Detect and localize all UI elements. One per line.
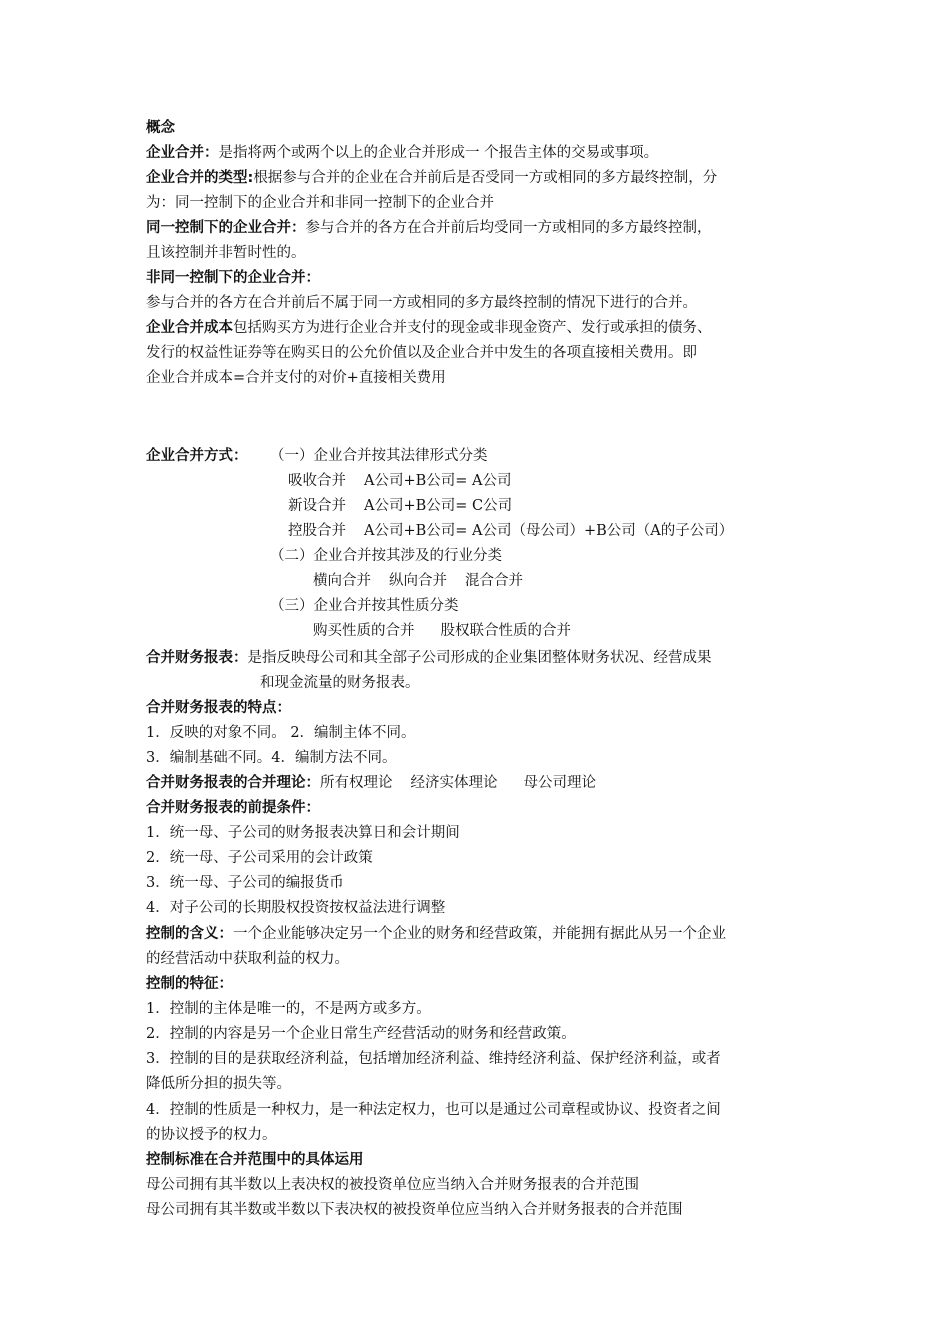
consolidated-text-2: 和现金流量的财务报表。 (260, 675, 420, 691)
industry-vertical: 纵向合并 (389, 573, 447, 589)
industry-horizontal: 横向合并 (313, 573, 371, 589)
types-text-2: 为：同一控制下的企业合并和非同一控制下的企业合并 (146, 195, 494, 211)
same-text-2: 且该控制并非暂时性的。 (146, 245, 306, 261)
premise-item: 1．统一母、子公司的财务报表决算日和会计期间 (146, 825, 460, 841)
nonsame-text: 参与合并的各方在合并前后不属于同一方或相同的多方最终控制的情况下进行的合并。 (146, 295, 697, 311)
para-merger-types (146, 168, 717, 188)
premise-item: 3．统一母、子公司的编报货币 (146, 875, 344, 891)
para-control-meaning (146, 924, 726, 944)
meaning-text-1: 一个企业能够决定另一个企业的财务和经营政策，并能拥有据此从另一个企业 (233, 926, 726, 942)
method-control (288, 521, 733, 541)
methods-nature-heading: （三）企业合并按其性质分类 (270, 598, 459, 614)
control-standard-1: 母公司拥有其半数以上表决权的被投资单位应当纳入合并财务报表的合并范围 (146, 1177, 639, 1193)
absorb-formula: A公司+B公司= A公司 (364, 473, 512, 489)
control-feature-line: 降低所分担的损失等。 (146, 1076, 291, 1092)
method-absorb (288, 471, 512, 491)
theory-2: 经济实体理论 (410, 775, 498, 791)
absorb-name: 吸收合并 (288, 473, 346, 489)
term-premise: 合并财务报表的前提条件： (146, 800, 320, 816)
cost-formula: 企业合并成本=合并支付的对价+直接相关费用 (146, 370, 446, 386)
para-consolidation-theory (146, 773, 596, 793)
industry-mixed: 混合合并 (465, 573, 523, 589)
nature-types (313, 621, 571, 641)
control-feature-line: 3．控制的目的是获取经济利益，包括增加经济利益、维持经济利益、保护经济利益，或者 (146, 1051, 721, 1067)
theory-1: 所有权理论 (320, 775, 393, 791)
theory-3: 母公司理论 (523, 775, 596, 791)
term-consolidated-features: 合并财务报表的特点： (146, 700, 291, 716)
term-merger-types: 企业合并的类型: (146, 170, 254, 186)
control-standard-2: 母公司拥有其半数或半数以下表决权的被投资单位应当纳入合并财务报表的合并范围 (146, 1202, 683, 1218)
methods-industry-heading: （二）企业合并按其涉及的行业分类 (270, 548, 502, 564)
cost-text-1: 包括购买方为进行企业合并支付的现金或非现金资产、发行或承担的债务、 (233, 320, 712, 336)
premise-item: 2．统一母、子公司采用的会计政策 (146, 850, 373, 866)
method-new (288, 496, 512, 516)
same-text-1: 参与合并的各方在合并前后均受同一方或相同的多方最终控制， (305, 220, 712, 236)
para-same-control (146, 218, 712, 238)
control-feature-line: 2．控制的内容是另一个企业日常生产经营活动的财务和经营政策。 (146, 1026, 576, 1042)
para-merger-definition (146, 143, 658, 163)
para-merger-cost (146, 318, 712, 338)
meaning-text-2: 的经营活动中获取利益的权力。 (146, 951, 349, 967)
heading-concept: 概念 (146, 120, 175, 136)
para-consolidated (146, 648, 712, 668)
term-merger-cost: 企业合并成本 (146, 320, 233, 336)
term-control-standard: 控制标准在合并范围中的具体运用 (146, 1152, 364, 1168)
consolidated-features-1: 1．反映的对象不同。 2．编制主体不同。 (146, 725, 416, 741)
nature-pooling: 股权联合性质的合并 (440, 623, 571, 639)
consolidated-features-2: 3．编制基础不同。4．编制方法不同。 (146, 750, 397, 766)
methods-legal-heading: （一）企业合并按其法律形式分类 (270, 448, 488, 464)
consolidated-text-1: 是指反映母公司和其全部子公司形成的企业集团整体财务状况、经营成果 (247, 650, 712, 666)
merger-text: 是指将两个或两个以上的企业合并形成一 个报告主体的交易或事项。 (218, 145, 659, 161)
types-text-1: 根据参与合并的企业在合并前后是否受同一方或相同的多方最终控制，分 (253, 170, 718, 186)
premise-item: 4．对子公司的长期股权投资按权益法进行调整 (146, 900, 446, 916)
control-name: 控股合并 (288, 523, 346, 539)
term-merger-methods: 企业合并方式： (146, 448, 248, 464)
cost-text-2: 发行的权益性证券等在购买日的公允价值以及企业合并中发生的各项直接相关费用。即 (146, 345, 697, 361)
industry-types (313, 571, 523, 591)
term-consolidated: 合并财务报表： (146, 650, 248, 666)
term-merger: 企业合并： (146, 145, 219, 161)
new-name: 新设合并 (288, 498, 346, 514)
term-consolidation-theory: 合并财务报表的合并理论： (146, 775, 320, 791)
control-feature-line: 的协议授予的权力。 (146, 1127, 277, 1143)
new-formula: A公司+B公司= C公司 (364, 498, 513, 514)
term-non-same-control: 非同一控制下的企业合并： (146, 270, 320, 286)
term-control-features: 控制的特征： (146, 976, 233, 992)
term-same-control: 同一控制下的企业合并： (146, 220, 306, 236)
control-feature-line: 1．控制的主体是唯一的，不是两方或多方。 (146, 1001, 431, 1017)
control-feature-line: 4．控制的性质是一种权力，是一种法定权力，也可以是通过公司章程或协议、投资者之间 (146, 1102, 721, 1118)
nature-purchase: 购买性质的合并 (313, 623, 415, 639)
control-formula: A公司+B公司= A公司（母公司）+B公司（A的子公司） (364, 523, 734, 539)
term-control-meaning: 控制的含义： (146, 926, 233, 942)
